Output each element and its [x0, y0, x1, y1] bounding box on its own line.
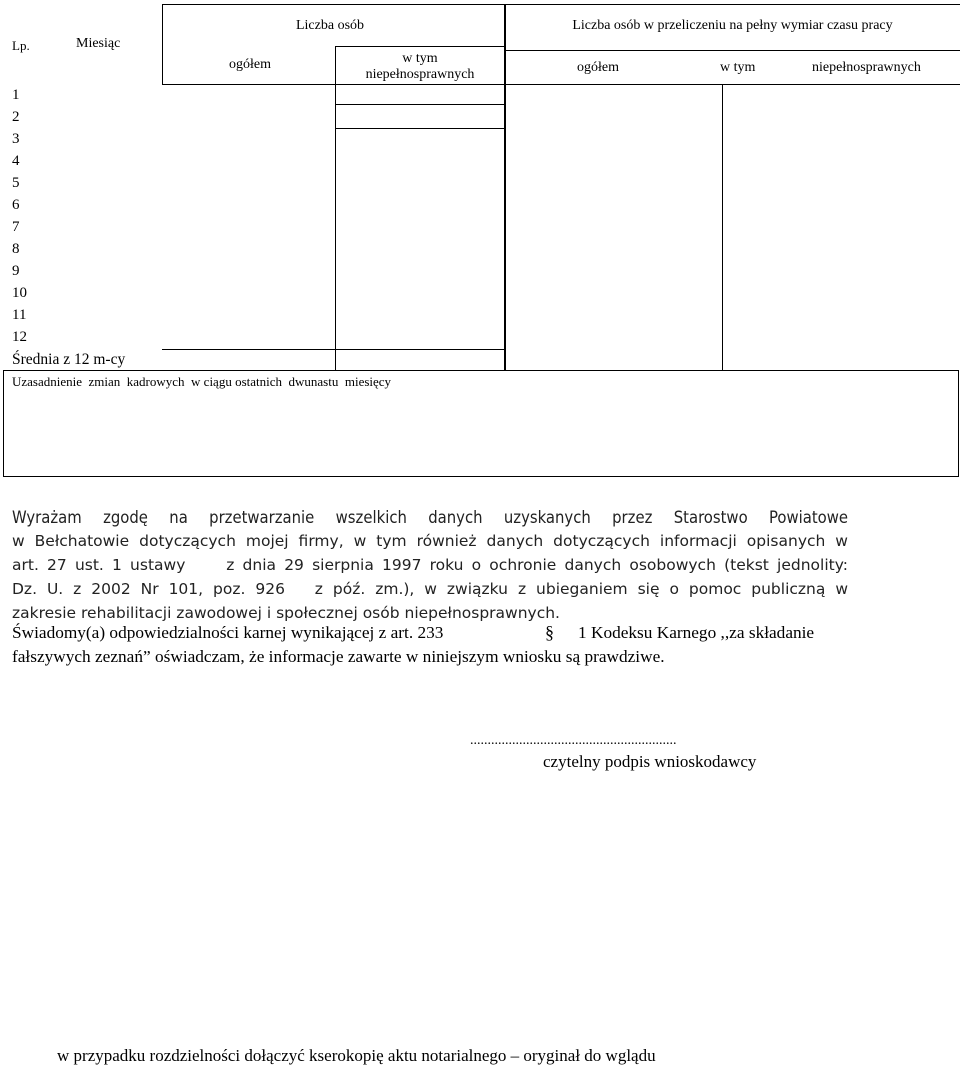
disabled-row-line — [335, 128, 505, 129]
consent-line: w Bełchatowie dotyczących mojej firmy, w tym również danych dotyczących informacji opisanych w — [12, 532, 848, 550]
row-number: 5 — [12, 175, 20, 191]
disabled-row-line — [335, 104, 505, 105]
paragraph-sign-icon: § — [545, 622, 554, 642]
signature-dots: ........................................................... — [470, 733, 677, 748]
justification-bottom-line — [3, 476, 959, 477]
disabled-header-line2: niepełnosprawnych — [365, 67, 475, 82]
total-row-line — [162, 349, 335, 350]
disabled-header-line1: w tym — [402, 51, 438, 66]
consent-line: Dz. U. z 2002 Nr 101, poz. 926 z póź. zm.), w związku z ubieganiem się o pomoc publiczną w — [12, 580, 848, 598]
disabled-row-line — [335, 349, 505, 350]
header-bottom-line — [162, 84, 960, 85]
fte-disabled-header-a: w tym — [720, 60, 756, 75]
consent-line: Wyrażam zgodę na przetwarzanie wszelkich danych uzyskanych przez Starostwo Powiatowe — [12, 508, 848, 527]
justification-label: Uzasadnienie zmian kadrowych w ciągu ostatnich dwunastu miesięcy — [12, 374, 392, 389]
total-header: ogółem — [229, 57, 271, 72]
table-top-line-right — [505, 4, 960, 5]
row-number: 2 — [12, 109, 20, 125]
row-number: 8 — [12, 241, 20, 257]
fte-total-header: ogółem — [577, 60, 619, 75]
row-number: 7 — [12, 219, 20, 235]
justification-right-line — [958, 370, 959, 476]
fte-header: Liczba osób w przeliczeniu na pełny wymiar czasu pracy — [572, 18, 893, 33]
row-number: 9 — [12, 263, 20, 279]
row-number: 10 — [12, 285, 27, 301]
table-top-line-left — [162, 4, 505, 5]
subheader-top-line — [335, 46, 505, 47]
statement-line-part: 1 Kodeksu Karnego ,,za składanie — [578, 623, 815, 642]
fte-subheader-line — [505, 50, 960, 51]
count-header: Liczba osób — [295, 18, 365, 33]
row-number: 1 — [12, 87, 20, 103]
row-number: 11 — [12, 307, 27, 323]
row-number: 12 — [12, 329, 27, 345]
col-divider-months — [162, 4, 163, 84]
statement-line-part: Świadomy(a) odpowiedzialności karnej wynikającej z art. 233 — [12, 623, 444, 642]
month-header: Miesiąc — [76, 36, 121, 51]
signature-label: czytelny podpis wnioskodawcy — [543, 752, 757, 771]
average-label: Średnia z 12 m-cy — [12, 351, 126, 368]
statement-line: fałszywych zeznań” oświadczam, że informacje zawarte w niniejszym wniosku są prawdziwe. — [12, 647, 665, 666]
row-number: 6 — [12, 197, 20, 213]
fte-disabled-header-b: niepełnosprawnych — [812, 60, 921, 75]
consent-line: art. 27 ust. 1 ustawy z dnia 29 sierpnia 1997 roku o ochronie danych osobowych (tekst jednolity: — [12, 556, 848, 574]
lp-header: Lp. — [12, 38, 30, 53]
justification-top-line — [4, 370, 959, 371]
footer-note: w przypadku rozdzielności dołączyć kserokopię aktu notarialnego – oryginał do wglądu — [57, 1046, 656, 1065]
justification-left-line — [3, 370, 4, 476]
consent-line: zakresie rehabilitacji zawodowej i społecznej osób niepełnosprawnych. — [12, 604, 560, 622]
col-divider-fte-disabled — [722, 84, 723, 370]
row-number: 3 — [12, 131, 20, 147]
col-divider-total — [335, 46, 336, 370]
row-number: 4 — [12, 153, 20, 169]
